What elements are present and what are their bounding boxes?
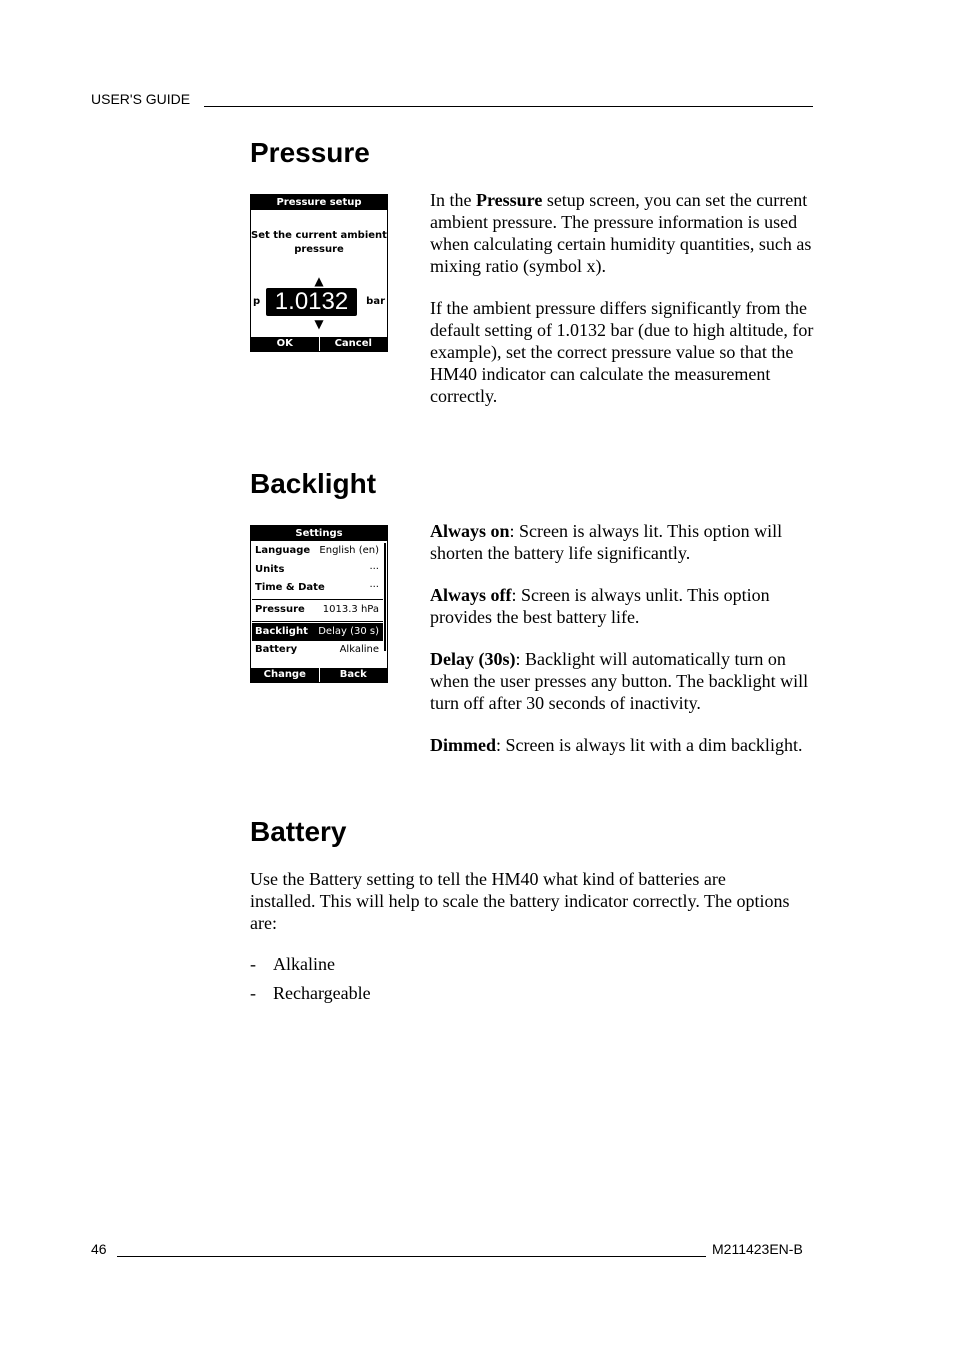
running-header: USER'S GUIDE: [91, 91, 191, 107]
section-heading-battery: Battery: [250, 816, 347, 847]
list-item: - Alkaline: [250, 953, 790, 975]
section-heading-pressure: Pressure: [250, 137, 370, 168]
cancel-softkey: Cancel: [319, 337, 388, 351]
battery-description: [250, 868, 790, 1011]
header-rule: [204, 106, 813, 107]
backlight-options: [430, 520, 820, 756]
settings-row-battery: Battery Alkaline: [255, 644, 379, 655]
footer-rule: [117, 1256, 706, 1257]
section-heading-backlight: Backlight: [250, 468, 377, 499]
settings-divider: [252, 599, 383, 600]
screen-title: Pressure setup: [251, 195, 387, 210]
option-delay: Delay (30s): Backlight will automatically turn on when the user presses any button. The backlight will turn off after 30 seconds of inactivity.: [430, 649, 809, 713]
pressure-paragraph-2: If the ambient pressure differs significantly from the default setting of 1.0132 bar (due to high altitude, for example), set the correct pressure value so that the HM40 indicator can calculate the measurement correctly.: [430, 298, 814, 406]
scrollbar: [384, 543, 386, 651]
settings-divider: [252, 621, 383, 622]
arrow-up-icon: ▲: [314, 274, 324, 288]
settings-row-units: Units ···: [255, 564, 379, 575]
pressure-description: [430, 189, 820, 407]
document-code: M211423EN-B: [712, 1241, 803, 1257]
option-always-on: Always on: Screen is always lit. This option will shorten the battery life significantly.: [430, 521, 783, 563]
list-item: - Rechargeable: [250, 982, 790, 1004]
back-softkey: Back: [319, 668, 388, 682]
settings-row-backlight: Backlight Delay (30 s): [252, 623, 383, 641]
option-dimmed: Dimmed: Screen is always lit with a dim backlight.: [430, 735, 803, 755]
pressure-unit: bar: [366, 296, 385, 307]
arrow-down-icon: ▼: [314, 317, 324, 331]
option-always-off: Always off: Screen is always unlit. This option provides the best battery life.: [430, 585, 770, 627]
screen-title: Settings: [251, 526, 387, 541]
softkey-bar: [251, 337, 387, 351]
pressure-value: 1.0132: [266, 288, 357, 316]
softkey-bar: [251, 668, 387, 682]
settings-screen: [250, 525, 388, 683]
battery-options-list: [250, 953, 790, 1004]
pressure-setup-screen: [250, 194, 388, 352]
battery-intro: Use the Battery setting to tell the HM40 what kind of batteries are installed. This will help to scale the battery indicator correctly. The options are:: [250, 869, 790, 933]
settings-row-pressure: Pressure 1013.3 hPa: [255, 604, 379, 615]
settings-row-time-date: Time & Date ···: [255, 582, 379, 593]
settings-row-language: Language English (en): [255, 545, 379, 556]
screen-message: Set the current ambient pressure: [251, 230, 387, 255]
pressure-symbol: p: [253, 296, 261, 307]
ok-softkey: OK: [276, 338, 293, 349]
pressure-paragraph-1: In the Pressure setup screen, you can set the current ambient pressure. The pressure information is used when calculating certain humidity quantities, such as mixing ratio (symbol x).: [430, 190, 812, 276]
change-softkey: Change: [263, 669, 306, 680]
page-number: 46: [91, 1241, 107, 1257]
